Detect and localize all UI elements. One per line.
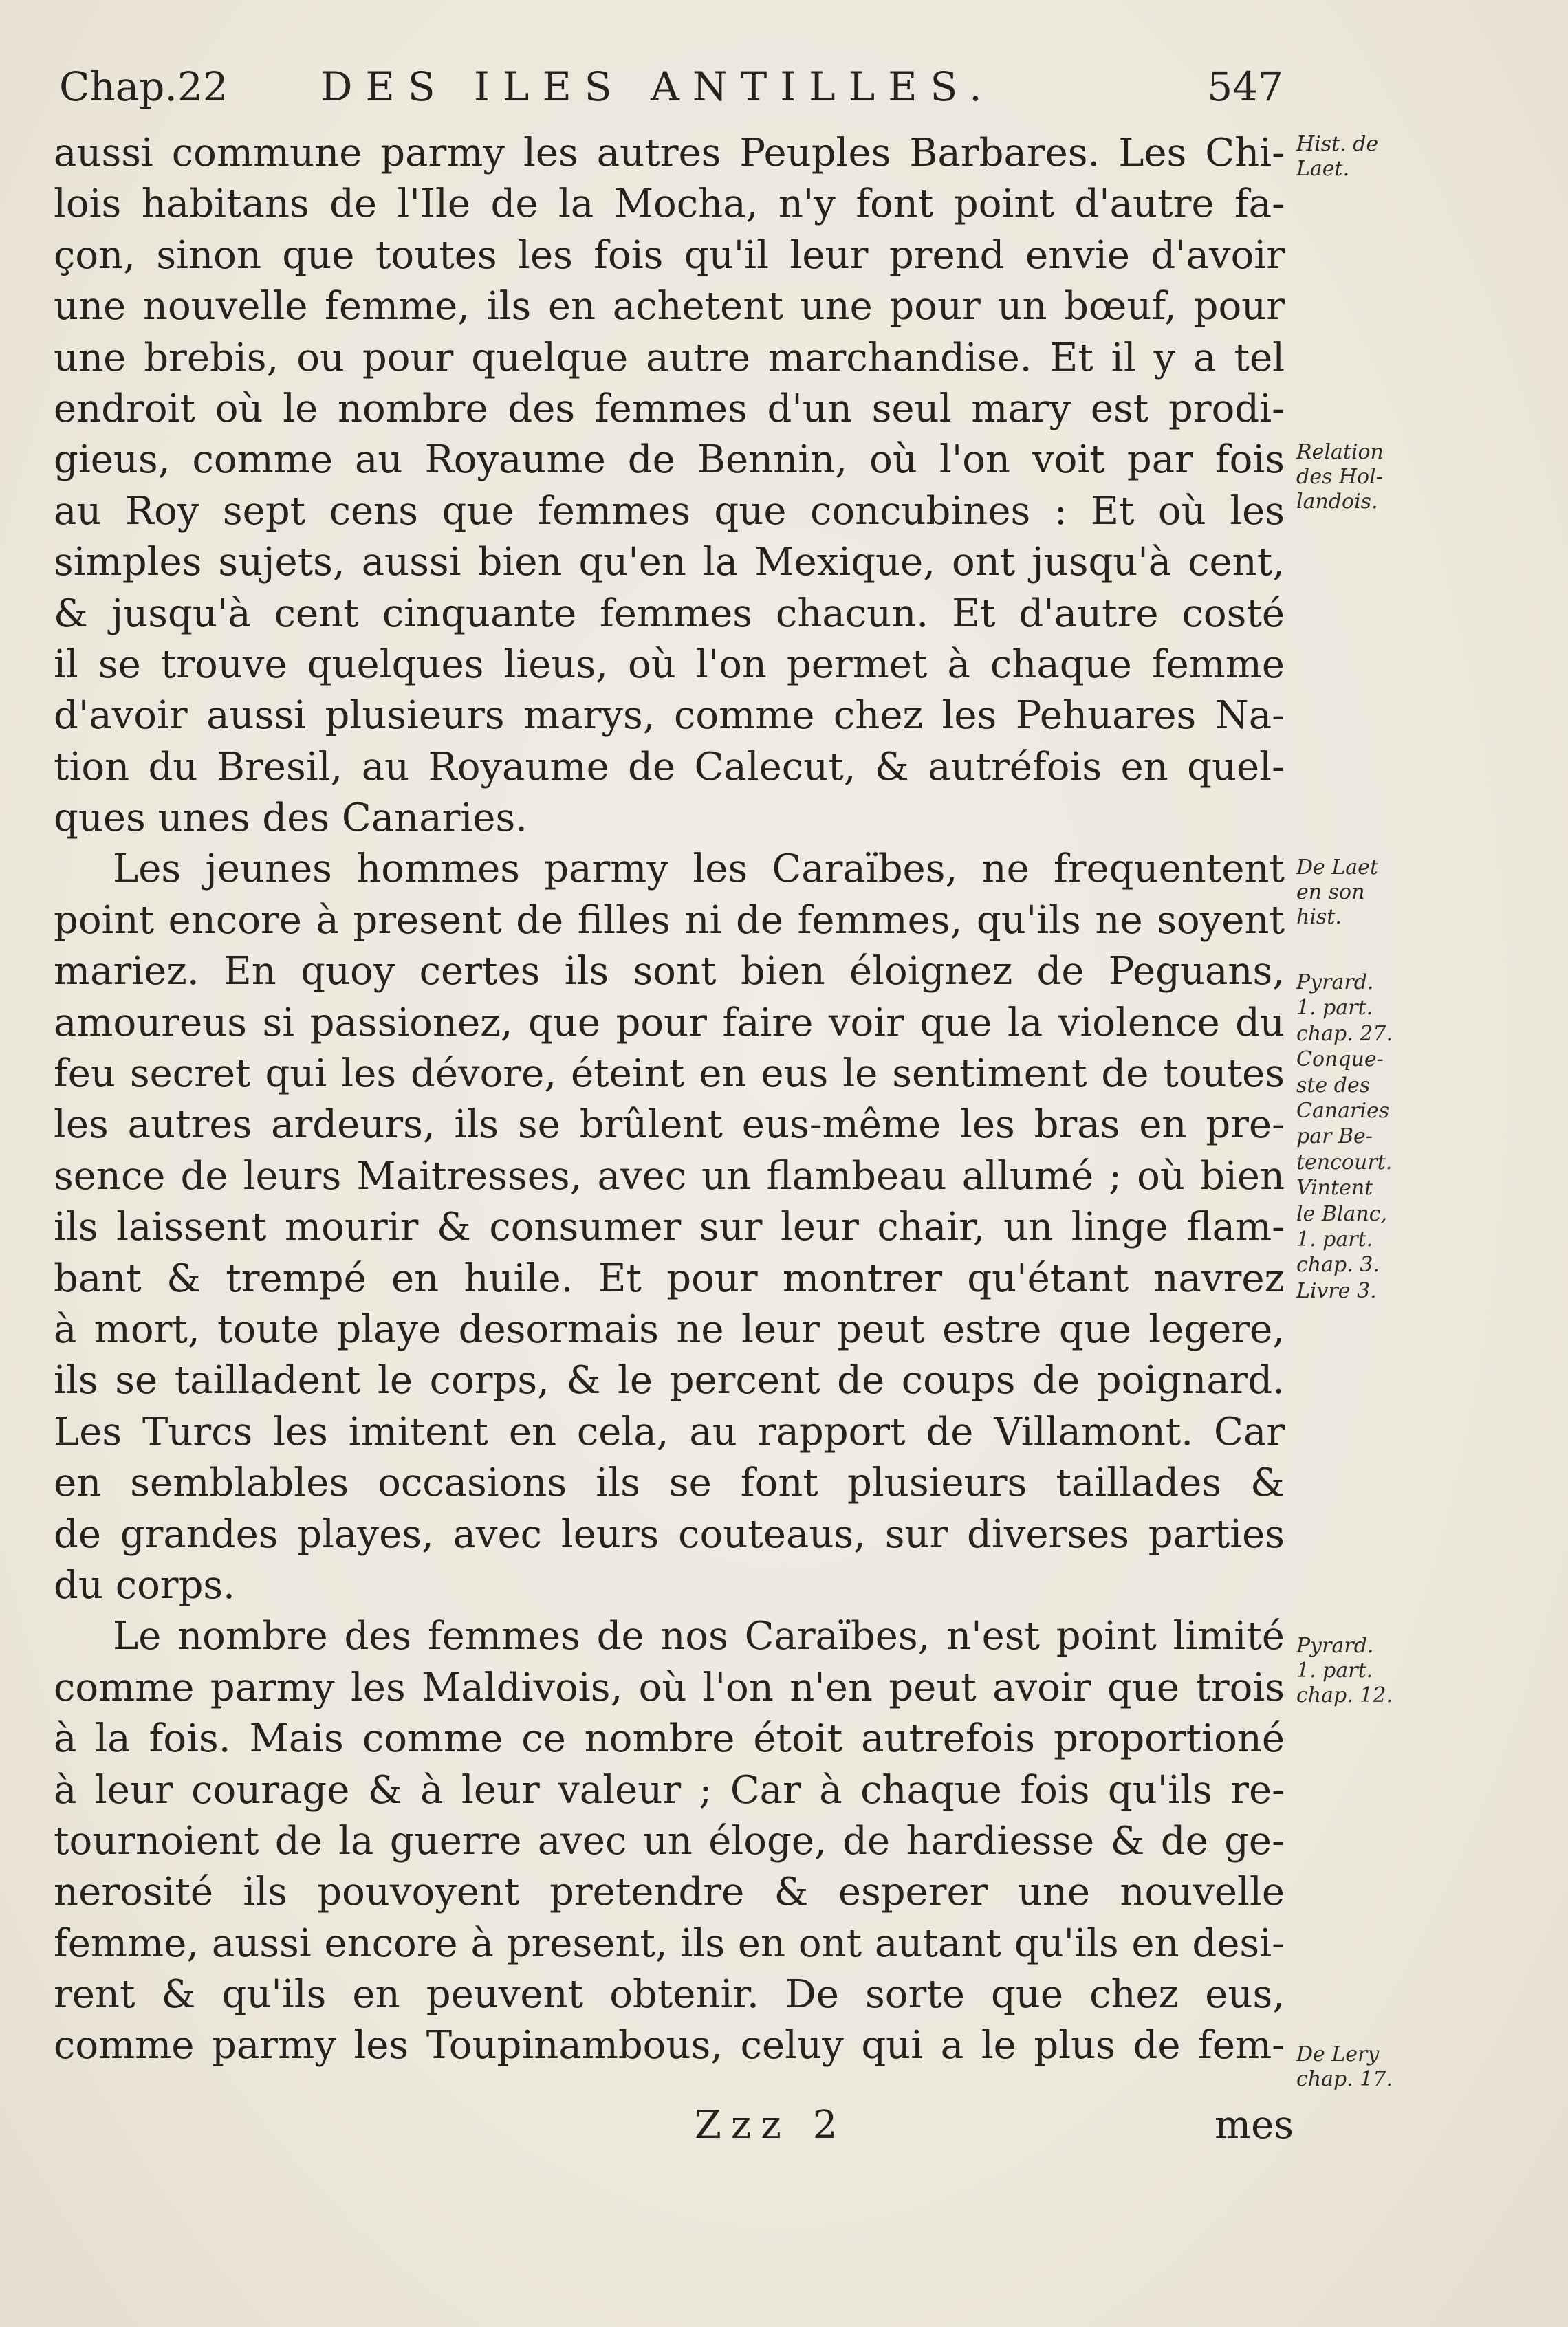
text-line: sence de leurs Maitresses, avec un flambeau allumé ; où bien	[54, 1153, 1285, 1199]
text-line: une brebis, ou pour quelque autre marchandise. Et il y a tel	[54, 335, 1285, 380]
text-line: comme parmy les Toupinambous, celuy qui a le plus de fem-	[54, 2023, 1285, 2068]
text-line: au Roy sept cens que femmes que concubines : Et où les	[54, 488, 1285, 534]
text-line: du corps.	[54, 1562, 235, 1608]
text-line: point encore à present de filles ni de femmes, qu'ils ne soyent	[54, 897, 1285, 943]
margin-note: De Laet en son hist.	[1296, 855, 1378, 929]
text-line: mariez. En quoy certes ils sont bien éloignez de Peguans,	[54, 949, 1285, 994]
catchword: mes	[1215, 2103, 1294, 2148]
paragraph-first-line: Le nombre des femmes de nos Caraïbes, n'est point limité	[113, 1614, 1285, 1659]
text-line: une nouvelle femme, ils en achetent une pour un bœuf, pour	[54, 284, 1285, 329]
text-line: femme, aussi encore à present, ils en ont autant qu'ils en desi-	[54, 1921, 1285, 1966]
text-line: les autres ardeurs, ils se brûlent eus-même les bras en pre-	[54, 1102, 1285, 1148]
text-line: simples sujets, aussi bien qu'en la Mexique, ont jusqu'à cent,	[54, 540, 1285, 585]
text-line: amoureus si passionez, que pour faire voir que la violence du	[54, 1000, 1285, 1045]
text-line: de grandes playes, avec leurs couteaus, sur diverses parties	[54, 1511, 1285, 1557]
running-title: DES ILES ANTILLES.	[320, 63, 995, 110]
text-line: à mort, toute playe desormais ne leur peut estre que legere,	[54, 1307, 1285, 1352]
running-header	[59, 63, 1283, 118]
text-line: gieus, comme au Royaume de Bennin, où l'on voit par fois	[54, 437, 1285, 483]
margin-note: Hist. de Laet.	[1296, 132, 1379, 181]
text-line: aussi commune parmy les autres Peuples Barbares. Les Chi-	[54, 131, 1285, 175]
text-line: à la fois. Mais comme ce nombre étoit autrefois proportioné	[54, 1716, 1285, 1762]
text-line: comme parmy les Maldivois, où l'on n'en peut avoir que trois	[54, 1665, 1285, 1710]
paragraph-first-line: Les jeunes hommes parmy les Caraïbes, ne frequentent	[113, 846, 1285, 892]
text-line: tournoient de la guerre avec un éloge, de hardiesse & de ge-	[54, 1818, 1285, 1864]
text-line: rent & qu'ils en peuvent obtenir. De sorte que chez eus,	[54, 1972, 1285, 2018]
text-line: il se trouve quelques lieus, où l'on permet à chaque femme	[54, 642, 1285, 687]
margin-note: Pyrard. 1. part. chap. 12.	[1296, 1634, 1393, 1707]
margin-note: De Lery chap. 17.	[1296, 2042, 1393, 2091]
text-line: Les Turcs les imitent en cela, au rapport de Villamont. Car	[54, 1409, 1285, 1454]
text-line: lois habitans de l'Ile de la Mocha, n'y font point d'autre fa-	[54, 182, 1285, 227]
main-text	[54, 128, 1285, 2072]
text-line: endroit où le nombre des femmes d'un seul mary est prodi-	[54, 386, 1285, 431]
text-line: çon, sinon que toutes les fois qu'il leur prend envie d'avoir	[54, 232, 1285, 278]
text-line: bant & trempé en huile. Et pour montrer qu'étant navrez	[54, 1256, 1285, 1301]
chapter-label: Chap.22	[59, 63, 228, 110]
page-number: 547	[1207, 63, 1283, 110]
text-line: & jusqu'à cent cinquante femmes chacun. Et d'autre costé	[54, 591, 1285, 636]
text-line: ils se tailladent le corps, & le percent de coups de poignard.	[54, 1358, 1285, 1403]
text-line: ils laissent mourir & consumer sur leur chair, un linge flam-	[54, 1205, 1285, 1250]
text-line: en semblables occasions ils se font plusieurs taillades &	[54, 1461, 1285, 1506]
text-line: tion du Bresil, au Royaume de Calecut, & autréfois en quel-	[54, 744, 1285, 789]
margin-note: Relation des Hol- landois.	[1296, 440, 1384, 514]
text-line: feu secret qui les dévore, éteint en eus le sentiment de toutes	[54, 1051, 1285, 1097]
margin-note: Pyrard. 1. part. chap. 27. Conque- ste des Canaries par Be- tencourt. Vintent le Blanc, 1. part. chap. 3. Livre 3.	[1296, 970, 1393, 1303]
text-line: d'avoir aussi plusieurs marys, comme chez les Pehuares Na-	[54, 693, 1285, 739]
text-line: à leur courage & à leur valeur ; Car à chaque fois qu'ils re-	[54, 1767, 1285, 1813]
signature-mark: Zzz 2	[695, 2103, 847, 2148]
text-line: ques unes des Canaries.	[54, 796, 527, 841]
text-line: nerosité ils pouvoyent pretendre & esperer une nouvelle	[54, 1870, 1285, 1915]
